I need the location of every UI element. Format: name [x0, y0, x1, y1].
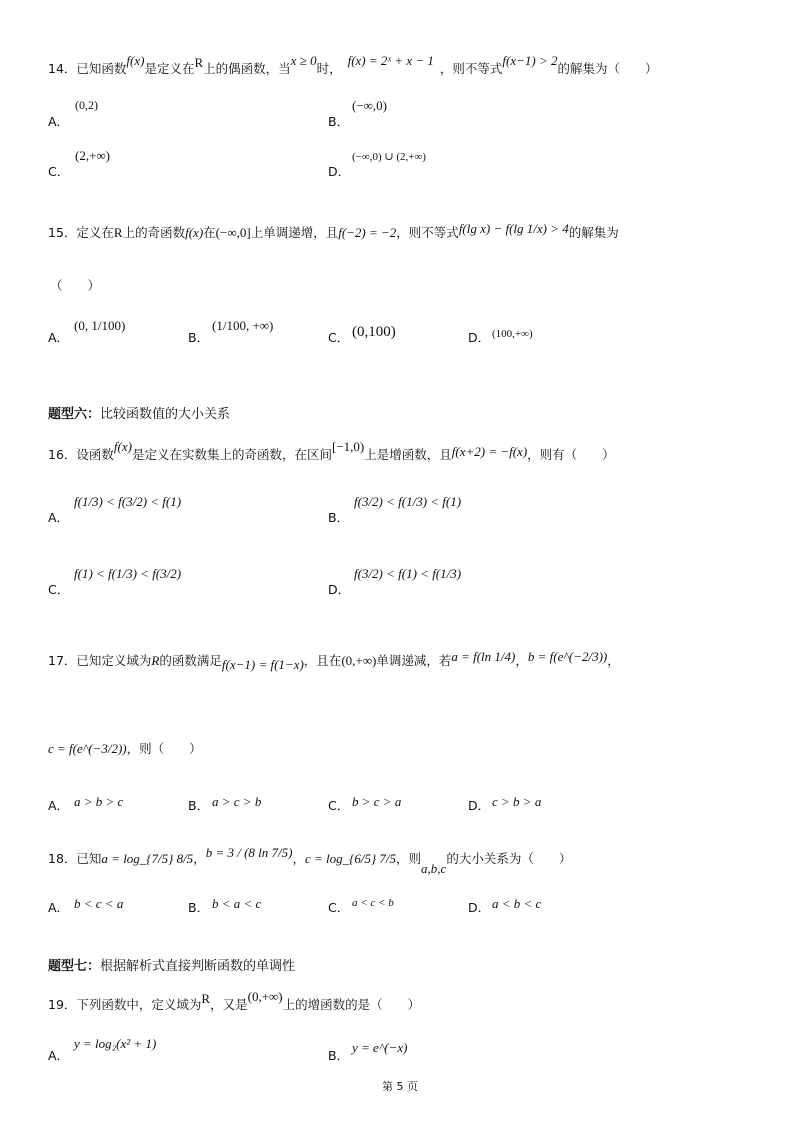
- option-label-C: C．: [48, 164, 70, 179]
- answer-paren: （ ）: [50, 278, 101, 293]
- stem-text: 上的增函数的是（ ）: [282, 997, 421, 1012]
- option-label-D: D．: [468, 900, 491, 915]
- option-b: a > c > b: [212, 794, 262, 809]
- math-fx: f(x): [126, 53, 145, 68]
- stem-text: ，则: [396, 851, 422, 866]
- math-interval: (0,+∞): [247, 989, 283, 1004]
- stem-text: 上的偶函数，当: [203, 61, 291, 76]
- option-label-C: C．: [328, 798, 350, 813]
- stem-text: ，又是: [210, 997, 248, 1012]
- option-b: y = e^(−x): [352, 1040, 408, 1055]
- option-a: (0, 1/100): [74, 318, 126, 333]
- section-6-heading: [48, 406, 230, 424]
- option-d: c > b > a: [492, 794, 542, 809]
- stem-text: 已知: [76, 851, 102, 866]
- math-interval: [−1,0): [331, 439, 365, 454]
- math-definition: f(x) = 2ˣ + x − 1: [347, 53, 434, 68]
- question-19-stem: [48, 989, 421, 1015]
- math-vars: a,b,c: [421, 861, 447, 876]
- question-16-stem: [48, 439, 615, 465]
- math-a-def: a = f(ln 1/4): [451, 649, 516, 664]
- question-number: 16．: [48, 447, 77, 462]
- stem-text: 设函数: [76, 447, 114, 462]
- question-18-stem: 18．已知a = log_{7/5} 8/5，b = 3 / (8 ln 7/5)，c = log_{6/5} 7/5，则a,b,c的大小关系为（ ）: [48, 845, 572, 876]
- stem-text: 在: [203, 225, 216, 240]
- option-label-D: D．: [328, 582, 351, 597]
- question-17-stem: 17．已知定义域为R的函数满足f(x−1) = f(1−x)，且在(0,+∞)单调递减，若a = f(ln 1/4)，b = f(e^(−2/3))，: [48, 649, 620, 672]
- option-label-A: A．: [48, 510, 70, 525]
- option-c: a < c < b: [352, 897, 394, 909]
- math-fx: f(x): [113, 439, 132, 454]
- math-condition: x ≥ 0: [290, 53, 317, 68]
- math-fx: f(x): [185, 225, 204, 240]
- option-a: a > b > c: [74, 794, 124, 809]
- stem-text: ，则不等式: [396, 225, 459, 240]
- option-a: f(1/3) < f(3/2) < f(1): [74, 494, 182, 509]
- section-title: 根据解析式直接判断函数的单调性: [100, 959, 296, 974]
- option-label-D: D．: [468, 798, 491, 813]
- option-d: (−∞,0) ∪ (2,+∞): [352, 151, 426, 163]
- stem-text: 的函数满足: [159, 653, 222, 668]
- math-R: R: [151, 653, 160, 668]
- math-c-def: c = f(e^(−3/2)): [48, 741, 127, 756]
- stem-text: ，且在: [303, 653, 342, 668]
- stem-text: ，则有（ ）: [527, 447, 615, 462]
- question-number: 15．: [48, 225, 77, 240]
- option-label-A: A．: [48, 798, 70, 813]
- stem-text: 的大小关系为（ ）: [446, 851, 572, 866]
- section-label: 题型六：: [48, 407, 101, 422]
- option-a: b < c < a: [74, 896, 124, 911]
- question-14-stem: [48, 53, 658, 79]
- math-relation: f(x+2) = −f(x): [451, 444, 528, 459]
- question-number: 18．: [48, 851, 77, 866]
- math-R: R: [113, 225, 123, 240]
- option-label-A: A．: [48, 114, 70, 129]
- option-b: (−∞,0): [352, 98, 388, 113]
- question-17-continued: [48, 740, 202, 759]
- option-label-C: C．: [328, 900, 350, 915]
- math-relation: f(x−1) = f(1−x): [221, 657, 304, 672]
- stem-text: 已知定义域为: [76, 653, 152, 668]
- stem-text: 是定义在: [144, 61, 195, 76]
- math-a-def: a = log_{7/5} 8/5: [101, 851, 194, 866]
- stem-text: 上单调递增，且: [250, 225, 339, 240]
- question-number: 17．: [48, 653, 77, 668]
- stem-text: 的解集为: [568, 225, 619, 240]
- option-b: (1/100, +∞): [212, 318, 274, 333]
- math-given: f(−2) = −2: [338, 225, 397, 240]
- option-a: y = log₂(x² + 1): [74, 1036, 157, 1051]
- question-15-stem: [48, 221, 619, 243]
- option-b: b < a < c: [212, 896, 262, 911]
- option-label-B: B．: [328, 510, 350, 525]
- math-R: R: [194, 55, 204, 70]
- option-b: f(3/2) < f(1/3) < f(1): [354, 494, 462, 509]
- stem-text: 上是增函数，且: [364, 447, 452, 462]
- stem-text: 下列函数中，定义域为: [76, 997, 202, 1012]
- option-c: (2,+∞): [75, 148, 111, 163]
- option-label-B: B．: [328, 114, 350, 129]
- stem-text: 定义在: [76, 225, 114, 240]
- option-a: (0,2): [75, 98, 98, 112]
- stem-text: 的解集为（ ）: [557, 61, 658, 76]
- option-label-A: A．: [48, 330, 70, 345]
- math-R: R: [201, 991, 211, 1006]
- option-label-C: C．: [328, 330, 350, 345]
- stem-text: 是定义在实数集上的奇函数，在区间: [131, 447, 332, 462]
- section-title: 比较函数值的大小关系: [100, 407, 231, 422]
- math-c-def: c = log_{6/5} 7/5: [305, 851, 397, 866]
- option-d: f(3/2) < f(1) < f(1/3): [354, 566, 462, 581]
- math-inequality: f(lg x) − f(lg 1/x) > 4: [458, 221, 569, 236]
- page-number: 第 5 页: [382, 1080, 418, 1093]
- option-label-D: D．: [328, 164, 351, 179]
- option-c: b > c > a: [352, 794, 402, 809]
- option-label-B: B．: [188, 330, 210, 345]
- section-label: 题型七：: [48, 959, 101, 974]
- math-interval: (−∞,0]: [215, 225, 251, 240]
- math-b-def: b = f(e^(−2/3)): [527, 649, 608, 664]
- option-label-A: A．: [48, 1048, 70, 1063]
- option-c: (0,100): [352, 324, 396, 340]
- option-label-B: B．: [188, 798, 210, 813]
- stem-text: 已知函数: [76, 61, 127, 76]
- option-d: a < b < c: [492, 896, 542, 911]
- option-label-C: C．: [48, 582, 70, 597]
- option-label-D: D．: [468, 330, 491, 345]
- stem-text: 上的奇函数: [122, 225, 186, 240]
- option-label-B: B．: [328, 1048, 350, 1063]
- math-b-def: b = 3 / (8 ln 7/5): [205, 845, 293, 860]
- option-label-A: A．: [48, 900, 70, 915]
- stem-text: 时，: [316, 61, 342, 76]
- option-label-B: B．: [188, 900, 210, 915]
- option-d: (100,+∞): [492, 328, 533, 340]
- option-c: f(1) < f(1/3) < f(3/2): [74, 566, 182, 581]
- stem-text: ，则不等式: [439, 61, 503, 76]
- question-number: 14．: [48, 61, 77, 76]
- math-interval: (0,+∞): [341, 653, 377, 668]
- stem-text: ，则（ ）: [126, 741, 202, 756]
- question-number: 19．: [48, 997, 77, 1012]
- stem-text: 单调递减，若: [376, 653, 452, 668]
- section-7-heading: [48, 958, 295, 976]
- math-inequality: f(x−1) > 2: [502, 53, 558, 68]
